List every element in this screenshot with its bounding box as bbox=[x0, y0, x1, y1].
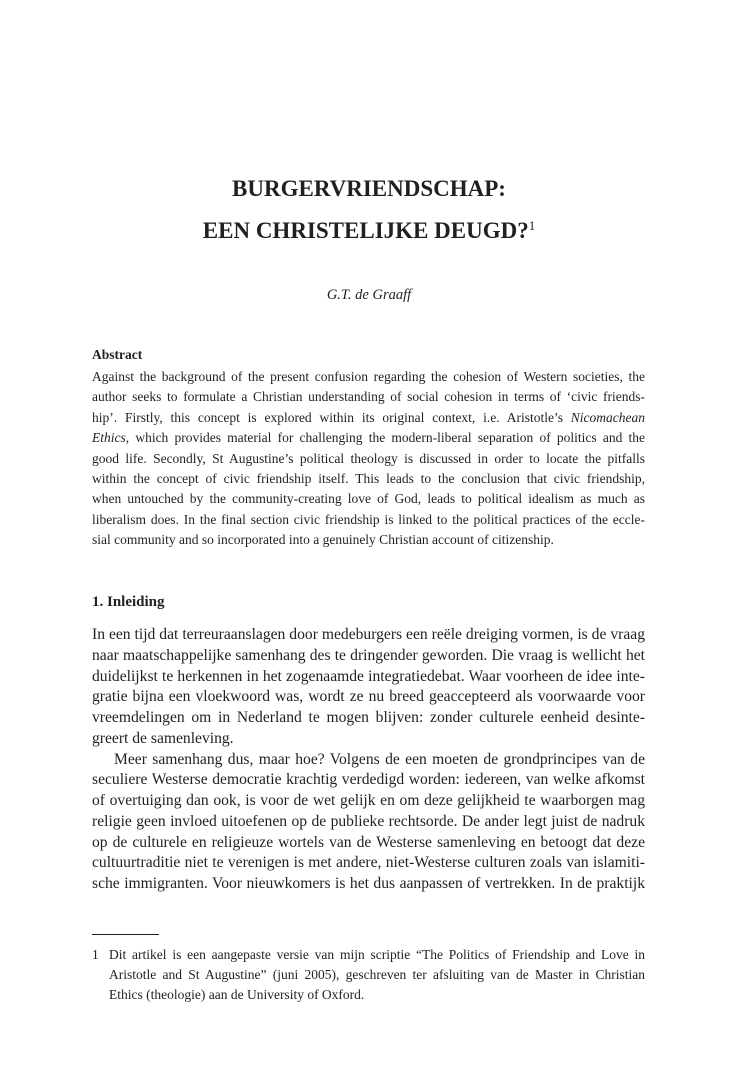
body-line: sche immigranten. Voor nieuwkomers is het dus aanpassen of vertrekken. In de praktijk bbox=[92, 875, 645, 892]
body-line: religie geen invloed uitoefenen op de publieke rechtsorde. De ander legt juist de nadruk bbox=[92, 812, 645, 830]
title-line-1 bbox=[0, 176, 738, 202]
abstract-line bbox=[92, 428, 645, 448]
body-line: Meer samenhang dus, maar hoe? Volgens de een moeten de grondprincipes van de bbox=[114, 750, 645, 768]
italic-title: Nicomachean bbox=[570, 409, 645, 425]
body-line: vreemdelingen om in Nederland te mogen blijven: zonder culturele eenheid desinte- bbox=[92, 709, 645, 726]
body-line: duidelijkst te herkennen in het zogenaamde integratiedebat. Waar voorheen de idee inte- bbox=[92, 667, 645, 685]
abstract-line: within the concept of civic friendship itself. This leads to the conclusion that civic friendship, bbox=[92, 470, 645, 486]
footnote-text bbox=[109, 945, 645, 1005]
body-line: In een tijd dat terreuraanslagen door medeburgers een reële dreiging vormen, is de vraag bbox=[92, 626, 645, 643]
footnote-line: Dit artikel is een aangepaste versie van mijn scriptie “The Politics of Friendship and Love in bbox=[109, 947, 645, 962]
body-line: seculiere Westerse democratie krachtig verdedigd worden: iedereen, van welke afkomst bbox=[92, 771, 645, 789]
footnote-line: Aristotle and St Augustine” (juni 2005), geschreven ter afsluiting van de Master in Christian bbox=[109, 967, 645, 982]
abstract-heading: Abstract bbox=[92, 347, 143, 362]
abstract-line: liberalism does. In the final section civic friendship is linked to the political practices of the eccle- bbox=[92, 511, 645, 527]
title-text-2: EEN CHRISTELIJKE DEUGD? bbox=[202, 218, 529, 243]
footnote-reference[interactable]: 1 bbox=[528, 218, 536, 233]
body-line: naar maatschappelijke samenhang des te dringender geworden. Die vraag is wellicht het bbox=[92, 646, 645, 664]
footnote-number: 1 bbox=[92, 947, 99, 962]
abstract-line bbox=[92, 408, 645, 428]
title-line-2 bbox=[0, 218, 738, 244]
footnote-line: Ethics (theologie) aan de University of Oxford. bbox=[109, 987, 365, 1002]
footnote-divider bbox=[92, 934, 159, 935]
body-line: of overtuiging dan ook, is voor de wet gelijk en om deze gelijkheid te waarborgen mag bbox=[92, 792, 645, 809]
abstract-text: , which provides material for challenging the modern-liberal separation of politics and the bbox=[125, 430, 645, 446]
abstract-line: when untouched by the community-creating love of God, leads to political idealism as much as bbox=[92, 491, 645, 507]
section-heading: 1. Inleiding bbox=[92, 594, 165, 610]
section-body bbox=[92, 625, 645, 895]
abstract-body bbox=[92, 367, 645, 551]
title-text-1: BURGERVRIENDSCHAP: bbox=[232, 176, 506, 201]
body-line: op de culturele en religieuze wortels van de Westerse samenleving en betoogt dat deze bbox=[92, 833, 645, 851]
body-line: gratie bijna een vloekwoord was, wordt ze nu breed geaccepteerd als voorwaarde voor bbox=[92, 688, 645, 706]
abstract-text: hip’. Firstly, this concept is explored within its original context, i.e. Aristotle’s bbox=[92, 409, 571, 425]
abstract-line: good life. Secondly, St Augustine’s political theology is discussed in order to locate the pitfalls bbox=[92, 450, 645, 466]
abstract-line: sial community and so incorporated into a genuinely Christian account of citizenship. bbox=[92, 532, 554, 548]
abstract-line: author seeks to formulate a Christian understanding of social cohesion in terms of ‘civic friends- bbox=[92, 389, 645, 405]
body-line: greert de samenleving. bbox=[92, 729, 234, 747]
author: G.T. de Graaff bbox=[326, 287, 412, 303]
footnote bbox=[92, 945, 645, 1005]
italic-title: Ethics bbox=[92, 430, 126, 446]
body-line: cultuurtraditie niet te verenigen is met andere, niet-Westerse culturen zoals van islamiti- bbox=[92, 854, 645, 872]
abstract-line: Against the background of the present confusion regarding the cohesion of Western societies, the bbox=[92, 369, 645, 384]
